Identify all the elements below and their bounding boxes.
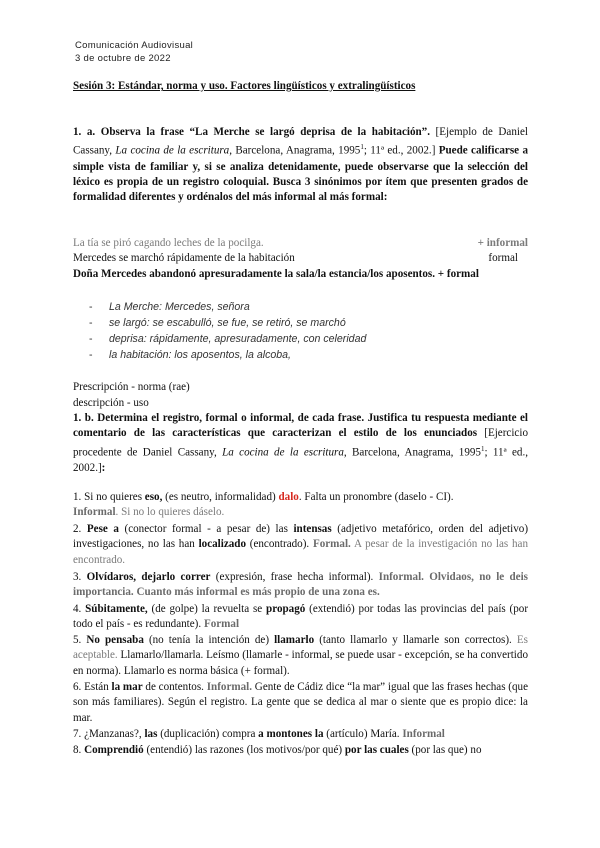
answer-4-text: (de golpe) la revuelta se [147,603,267,615]
exercise-1a-lead: 1. a. Observa la frase “La Merche se largó deprisa de la habitación”. [73,126,430,138]
answer-2-text: 2. [73,523,87,535]
answer-2-text: (adjetivo metafórico, orden del adjetivo) investigaciones, no las han [73,523,529,551]
answer-8-bold: Comprendió [84,744,144,756]
answer-2-bold: localizado [198,538,247,551]
answer-8 [73,743,528,758]
ranking-row-1 [73,236,528,251]
synonym-text-1: La Merche: Mercedes, señora [109,301,250,313]
answer-5-register: Es aceptable. [73,634,528,662]
exercise-1b [73,411,528,476]
answer-1-bold: eso, [144,491,163,503]
answer-2 [73,522,528,568]
answer-6-text: de contentos. [142,681,207,693]
answer-7 [73,727,528,742]
answer-8-text: (por las que) no [408,744,482,756]
answer-6-bold: la mar [111,681,143,693]
session-title [73,79,528,94]
note-description: descripción - uso [73,397,149,409]
answer-2-register: Formal. [312,538,351,551]
answer-8-text: (entendió) las razones (los motivos/por qué) [143,744,345,756]
answer-5-bold: llamarlo [274,634,315,646]
synonym-text-2: se largó: se escabulló, se fue, se retiró, se marchó [109,317,346,329]
ranking-sentence-2: Mercedes se marchó rápidamente de la habitación [73,252,295,264]
answer-1 [73,490,528,521]
answer-3-text: 3. [73,571,87,583]
answer-2-text: (conector formal - a pesar de) las [118,523,294,535]
ranking-tag-1: + informal [477,237,528,249]
answer-1-text: . Falta un pronombre (daselo - CI). [298,491,454,503]
answer-3-bold: Olvídaros, dejarlo correr [86,571,211,583]
answer-4-register: Formal [203,618,240,631]
course-name: Comunicación Audiovisual [75,40,194,51]
answer-3-register: Informal. Olvidaos, no le deis importancia. Cuanto más informal es más propio de una zona es. [73,571,528,599]
ranking-tag-2: formal [488,252,518,264]
exercise-1b-lead: 1. b. Determina el registro, formal o informal, de cada frase. Justifica tu respuesta mediante el comentario de las características que caracterizan el estilo de los enunciados [73,412,528,440]
exercise-1a-book: La cocina de la escritura [115,145,230,158]
exercise-1b-colon: : [101,461,106,474]
answer-4-text: 4. [73,603,86,615]
dash-bullet-icon: - [89,333,93,345]
exercise-1b-cite-b: , Barcelona, Anagrama, 1995 [343,446,481,459]
answer-3-text: (expresión, frase hecha informal). [210,571,379,583]
synonym-text-3: deprisa: rápidamente, apresuradamente, con celeridad [109,333,367,345]
ranking-sentence-3: Doña Mercedes abandonó apresuradamente la sala/la estancia/los aposentos. [73,268,435,280]
synonym-text-4: la habitación: los aposentos, la alcoba, [109,349,291,361]
answer-5-bold: No pensaba [86,634,144,646]
dash-bullet-icon: - [89,301,93,313]
answer-4-text: (extendió) por todas las provincias del país (por todo el país - es redundante). [73,603,529,631]
exercise-1a-sup: 1 [360,143,364,152]
answer-5-text: (tanto llamarlo y llamarle son correctos). [314,634,517,646]
document-date: 3 de octubre de 2022 [75,53,171,64]
ranking-tag-3: + formal [437,268,479,280]
answer-7-text: (duplicación) compra [157,728,259,740]
answer-1-text: 1. Si no quieres [73,491,145,503]
answer-1-highlight: dalo [278,491,299,503]
exercise-1b-cite-c: ; 11ª ed., 2002.] [73,446,529,474]
answer-7-register: Informal [402,728,445,740]
answer-2-bold: intensas [293,523,332,535]
ranking-row-2 [73,251,528,266]
answer-2-correction: A pesar de la investigación no las han encontrado. [73,538,528,566]
answer-2-bold: Pese a [86,523,119,535]
answer-5-text: (no tenía la intención de) [143,634,275,646]
note-prescription: Prescripción - norma (rae) [73,381,190,393]
answer-1-text: (es neutro, informalidad) [162,491,279,503]
exercise-1a-instruction: Puede calificarse a simple vista de familiar y, si se analiza detenidamente, puede observarse que la selección del léxico es propia de un registro coloquial. Busca 3 sinónimos por ítem que presenten grados de formalidad diferentes y ordénalos del más informal al más formal: [73,145,528,204]
answer-2-text: (encontrado). [246,538,313,551]
answer-7-text: (artículo) María. [323,728,403,740]
answer-7-bold: las [144,728,158,740]
dash-bullet-icon: - [89,317,93,329]
answer-6-text: 6. Están [73,681,112,693]
exercise-1a-cite-b: , Barcelona, Anagrama, 1995 [229,145,361,158]
exercise-1a-cite-a: [Ejemplo de Daniel Cassany, [73,126,528,158]
dash-bullet-icon: - [89,349,93,361]
exercise-1a-cite-c: ; 11ª ed., 2002.] [363,145,439,158]
answer-8-text: 8. [73,744,85,756]
exercise-1a [73,125,528,206]
answer-3 [73,570,528,601]
exercise-1b-book: La cocina de la escritura [222,446,344,459]
exercise-1b-cite-a: [Ejercicio procedente de Daniel Cassany, [73,427,528,459]
answer-1-register: Informal [73,506,116,519]
ranking-row-3 [73,267,528,282]
answer-7-bold: a montones la [258,728,324,740]
exercise-1b-sup: 1 [480,444,485,453]
answer-8-bold: por las cuales [344,744,409,756]
answer-7-text: 7. ¿Manzanas?, [73,728,145,740]
answer-4-bold: Súbitamente, [85,603,148,615]
ranking-sentence-1: La tía se piró cagando leches de la pocilga. [73,237,264,249]
answer-5-text: 5. [73,634,87,646]
answer-6 [73,680,528,726]
answer-4 [73,602,528,633]
session-title-text: Sesión 3: Estándar, norma y uso. Factores lingüísticos y extralingüísticos [73,80,416,92]
answer-1-correction: . Si no lo quieres dáselo. [115,506,225,519]
answer-5-text: Llamarlo/llamarla. Leísmo (llamarle - informal, se puede usar - excepción, se ha convertido en norma). Llamarlo es norma básica (+ formal). [73,649,528,677]
answer-4-bold: propagó [266,603,306,615]
answer-6-register: Informal. [206,681,253,693]
answer-5 [73,633,528,679]
answer-6-text: Gente de Cádiz dice “la mar” igual que las frases hechas (que son más familiares). Según el registro. La gente que se dedica al mar o siente que es propio dice: la mar. [73,681,529,724]
